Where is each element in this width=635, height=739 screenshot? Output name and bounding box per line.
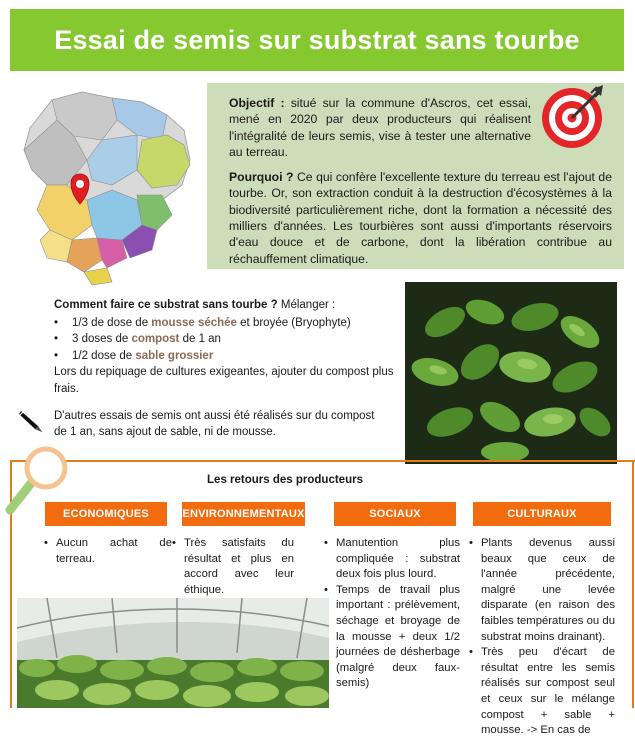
list-item: • Très peu d'écart de résultat entre les semis réalisés sur compost seul et ceux sur le mélange compost + sable + mousse. -> En cas de — [469, 645, 615, 739]
ingredient-pre: 1/3 de dose de — [72, 316, 152, 329]
why-text: Ce qui confère l'excellente texture du terreau est l'ajout de tourbe. Or, son extraction conduit à la destruction d'écosystèmes à la biodiversité particulièrement riche, dont la formation a nécessité des milliers d'années. Les tourbières sont aussi d'importants réservoirs d'eau douce et de carbone, dont la libération contribue au réchauffement climatique. — [229, 170, 612, 266]
objective-paragraph — [229, 95, 531, 160]
ingredient-list — [54, 315, 394, 365]
region-map — [12, 90, 200, 286]
ingredient-post: de 1 an — [179, 333, 221, 345]
list-item: • Plants devenus aussi beaux que ceux de l'année précédente, malgré une levée disparate (en raison des faibles températures ou du substrat moins drainant). — [469, 536, 615, 645]
ingredient-pre: 1/2 dose de — [72, 349, 136, 362]
category-environmental: ENVIRONNEMENTAUX — [182, 502, 305, 526]
greenhouse-photo — [17, 598, 329, 708]
ingredient-key: sable grossier — [135, 349, 214, 362]
ingredient-item — [54, 315, 394, 332]
ingredient-key: mousse séchée — [151, 316, 237, 329]
list-item: • Temps de travail plus important : prélèvement, séchage et broyage de la mousse + deux 1/2 journées de désherbage (malgré deux faux-semis) — [324, 583, 460, 692]
ingredient-pre: 3 doses de — [72, 333, 132, 345]
ingredient-post: et broyée (Bryophyte) — [236, 316, 351, 329]
feedback-title: Les retours des producteurs — [207, 474, 363, 486]
list-item: • Aucun achat de terreau. — [44, 536, 172, 567]
seedlings-photo — [405, 282, 617, 464]
objective-text: situé sur la commune d'Ascros, cet essai, mené en 2020 par deux producteurs qui réalisent l'intégralité de leurs semis, vise à tester une alternative au terreau. — [229, 96, 531, 159]
howto-question: Comment faire ce substrat sans tourbe ? — [54, 299, 278, 311]
ingredient-item — [54, 331, 394, 348]
target-icon — [541, 83, 607, 149]
why-paragraph — [229, 169, 612, 267]
category-cultural: CULTURAUX — [473, 502, 611, 526]
section-divider — [10, 460, 635, 462]
cultural-column — [469, 536, 615, 739]
ingredient-key: compost — [131, 333, 180, 345]
howto-intro: Mélanger : — [277, 299, 336, 311]
page-title: Essai de semis sur substrat sans tourbe — [54, 25, 580, 55]
howto-section — [54, 297, 394, 397]
pen-icon — [18, 408, 46, 434]
objective-label: Objectif : — [229, 96, 285, 110]
ingredient-item — [54, 348, 394, 365]
environmental-column — [172, 536, 294, 598]
economic-column — [44, 536, 172, 567]
title-banner — [10, 9, 624, 71]
why-label: Pourquoi ? — [229, 170, 294, 185]
list-item: • Manutention plus compliquée : substrat deux fois plus lourd. — [324, 536, 460, 583]
howto-question-line — [54, 297, 394, 314]
list-item: • Très satisfaits du résultat et plus en accord avec leur éthique. — [172, 536, 294, 598]
other-trials-text: D'autres essais de semis ont aussi été réalisés sur du compost de 1 an, sans ajout de sable, ni de mousse. — [54, 410, 375, 438]
category-social: SOCIAUX — [334, 502, 456, 526]
category-economic: ECONOMIQUES — [45, 502, 167, 526]
social-column — [324, 536, 460, 692]
frame-right — [632, 460, 634, 708]
howto-note: Lors du repiquage de cultures exigeantes, ajouter du compost plus frais. — [54, 366, 394, 395]
